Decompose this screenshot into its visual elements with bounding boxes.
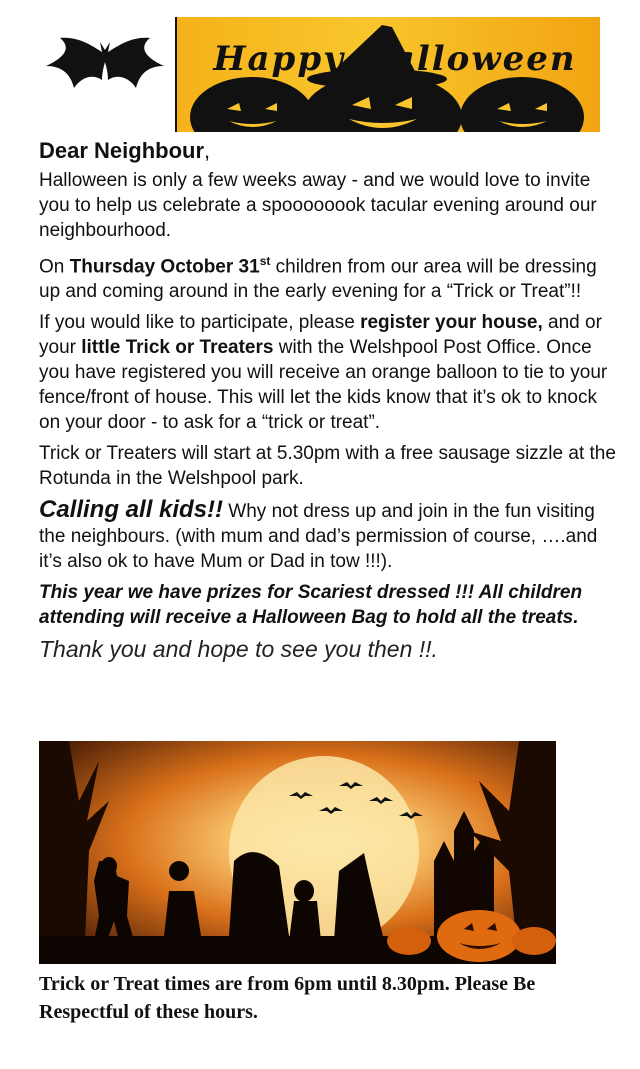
thank-you-line: Thank you and hope to see you then !!. bbox=[39, 636, 438, 663]
date-paragraph: On Thursday October 31st children from our area will be dressing up and coming around in the early evening for a “Trick or Treat”!! bbox=[39, 254, 597, 303]
greeting-name: Dear Neighbour bbox=[39, 138, 205, 163]
letter-body bbox=[39, 138, 619, 671]
greeting: Dear Neighbour, bbox=[39, 138, 211, 163]
banner-title: Happy Halloween bbox=[213, 39, 577, 79]
bat-icon bbox=[40, 32, 170, 102]
footer-notice: Trick or Treat times are from 6pm until 8.30pm. Please Be Respectful of these hours. bbox=[39, 973, 536, 1023]
halloween-banner bbox=[175, 17, 600, 132]
intro-paragraph: Halloween is only a few weeks away - and we would love to invite you to help us celebrate a spoooooook tacular evening around our neighbourhood. bbox=[39, 170, 597, 241]
kids-heading: Calling all kids!! bbox=[39, 496, 224, 524]
trick-or-treat-scene bbox=[39, 741, 556, 964]
kids-paragraph: Calling all kids!! Why not dress up and join in the fun visiting the neighbours. (with mum and dad’s permission of course, ….and it’s also ok to have Mum or Dad in tow !!!). bbox=[39, 496, 598, 573]
register-paragraph: If you would like to participate, please register your house, and or your little Trick or Treaters with the Welshpool Post Office. Once you have registered you will receive an orange balloon to tie to your fence/front of house. This will let the kids know that it’s ok to knock on your door - to ask for a “trick or treat”. bbox=[39, 312, 608, 434]
prizes-paragraph: This year we have prizes for Scariest dressed !!! All children attending will receive a Halloween Bag to hold all the treats. bbox=[39, 582, 583, 629]
start-time-paragraph: Trick or Treaters will start at 5.30pm with a free sausage sizzle at the Rotunda in the Welshpool park. bbox=[39, 443, 616, 490]
